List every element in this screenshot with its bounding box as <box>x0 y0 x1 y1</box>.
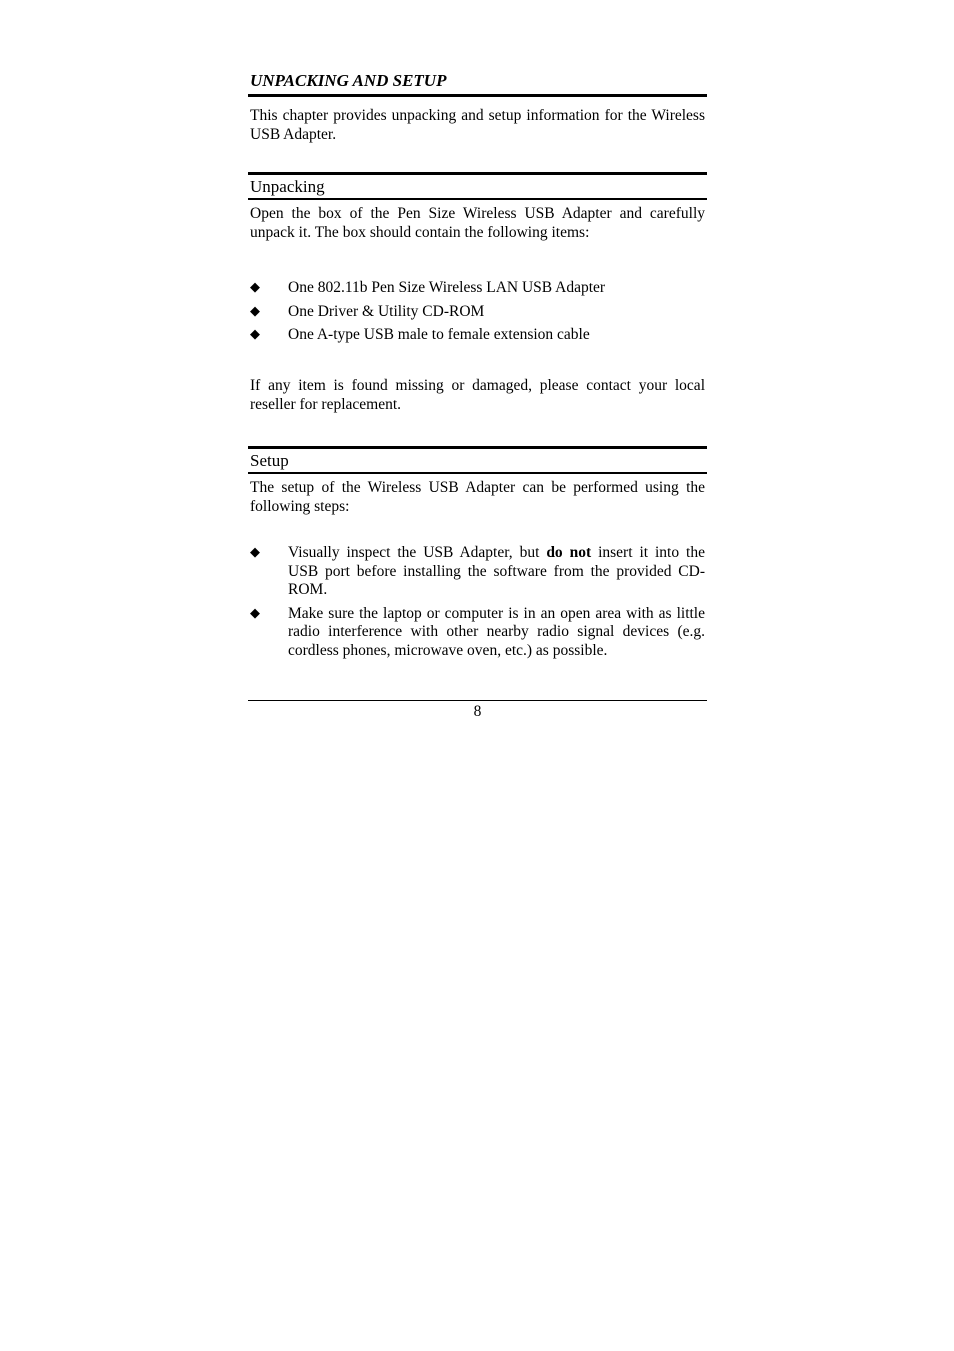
list-item-text: One Driver & Utility CD-ROM <box>288 302 485 320</box>
list-item-text: One 802.11b Pen Size Wireless LAN USB Adapter <box>288 279 606 296</box>
diamond-bullet-icon: ◆ <box>250 327 260 342</box>
unpacking-intro: Open the box of the Pen Size Wireless USB Adapter and carefully unpack it. The box should contain the following items: <box>250 205 705 241</box>
list-item <box>248 326 707 345</box>
diamond-bullet-icon: ◆ <box>250 545 260 560</box>
unpacking-title: Unpacking <box>250 177 325 196</box>
unpacking-top-rule <box>248 172 707 175</box>
setup-title: Setup <box>250 451 289 470</box>
chapter-intro: This chapter provides unpacking and setup information for the Wireless USB Adapter. <box>250 107 705 143</box>
step-text-after: insert it into the USB port before installing the software from the provided CD-ROM. <box>288 544 705 598</box>
setup-intro: The setup of the Wireless USB Adapter can be performed using the following steps: <box>250 479 705 515</box>
unpacking-bottom-rule <box>248 198 707 200</box>
setup-bottom-rule <box>248 472 707 474</box>
list-item-text: One A-type USB male to female extension cable <box>288 326 590 343</box>
step-emphasis: do not <box>546 544 592 561</box>
list-item <box>248 303 707 322</box>
diamond-bullet-icon: ◆ <box>250 280 260 295</box>
setup-top-rule <box>248 446 707 449</box>
chapter-title: UNPACKING AND SETUP <box>250 71 447 90</box>
setup-steps-list <box>248 544 707 660</box>
step-text-before: Visually inspect the USB Adapter, but <box>288 544 547 561</box>
list-item <box>248 279 707 298</box>
diamond-bullet-icon: ◆ <box>250 605 260 621</box>
chapter-title-rule <box>248 94 707 97</box>
page-number: 8 <box>473 703 482 720</box>
list-item <box>248 605 707 661</box>
list-item <box>248 544 707 600</box>
footer-rule <box>248 700 707 701</box>
package-contents-list <box>248 279 707 345</box>
step-text: Make sure the laptop or computer is in an open area with as little radio interference with other nearby radio signal devices (e.g. cordless phones, microwave oven, etc.) as possible. <box>288 604 705 659</box>
unpacking-note: If any item is found missing or damaged, please contact your local reseller for replacement. <box>250 377 705 413</box>
diamond-bullet-icon: ◆ <box>250 303 260 319</box>
